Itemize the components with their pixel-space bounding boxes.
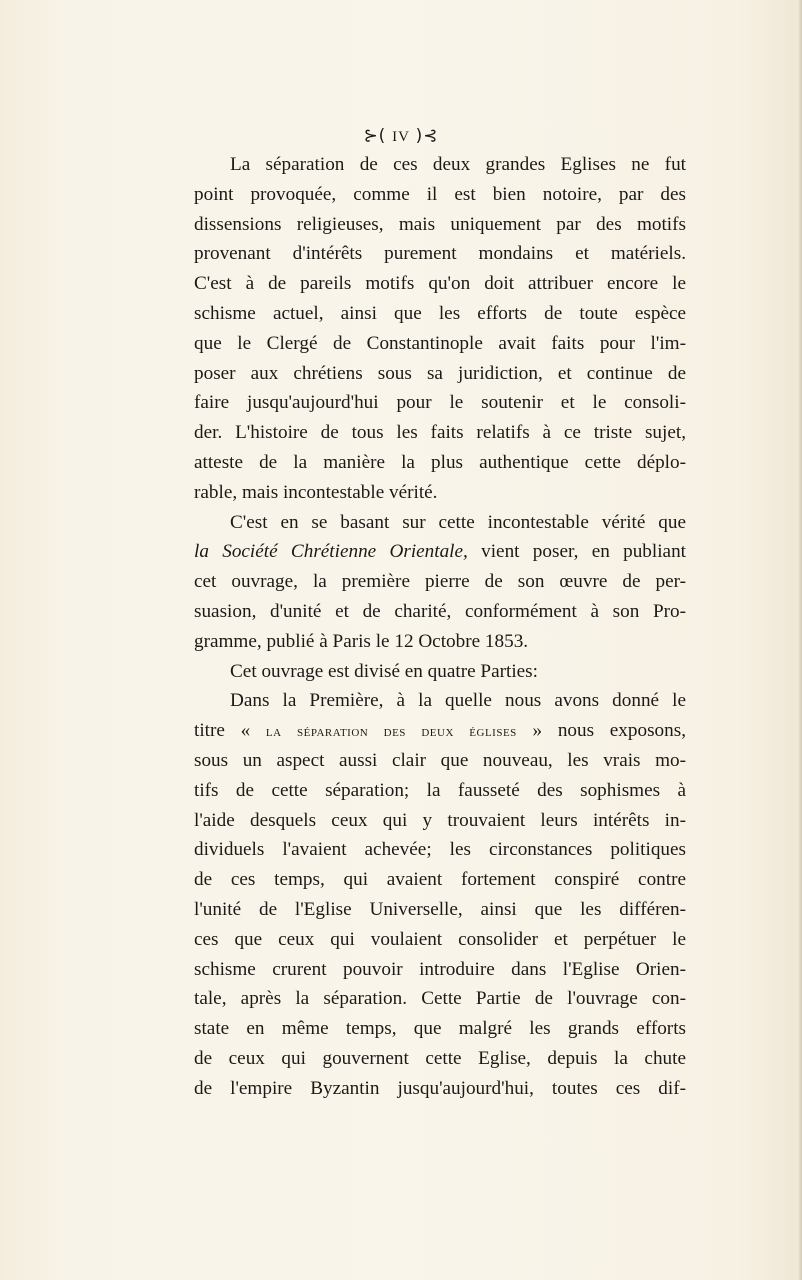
text-line: gramme, publié à Paris le 12 Octobre 1853. — [194, 630, 529, 652]
text-line: que le Clergé de Constantinople avait faits pour l'im- — [194, 332, 686, 354]
text-line: Cet ouvrage est divisé en quatre Parties: — [230, 660, 538, 682]
text-fragment: titre « — [194, 720, 266, 742]
text-line — [194, 716, 686, 746]
text-line: de ceux qui gouvernent cette Eglise, depuis la chute — [194, 1047, 686, 1069]
left-ornament: ⊱( — [363, 126, 387, 146]
text-line: l'aide desquels ceux qui y trouvaient leurs intérêts in- — [194, 809, 686, 831]
text-line: rable, mais incontestable vérité. — [194, 481, 438, 503]
text-line: l'unité de l'Eglise Universelle, ainsi que les différen- — [194, 898, 686, 920]
text-line: tifs de cette séparation; la fausseté des sophismes à — [194, 779, 686, 801]
text-line: cet ouvrage, la première pierre de son œuvre de per- — [194, 571, 686, 593]
text-line: faire jusqu'aujourd'hui pour le soutenir et le consoli- — [194, 392, 686, 414]
body-text — [194, 150, 686, 1104]
text-line: suasion, d'unité et de charité, conformément à son Pro- — [194, 600, 686, 622]
text-line: provenant d'intérêts purement mondains et matériels. — [194, 243, 686, 265]
text-line: dissensions religieuses, mais uniquement par des motifs — [194, 213, 686, 235]
text-line: de ces temps, qui avaient fortement conspiré contre — [194, 869, 686, 891]
text-line: der. L'histoire de tous les faits relatifs à ce triste sujet, — [194, 422, 686, 444]
text-line: sous un aspect aussi clair que nouveau, les vrais mo- — [194, 749, 686, 771]
text-line: point provoquée, comme il est bien notoire, par des — [194, 183, 686, 205]
text-line: poser aux chrétiens sous sa juridiction, et continue de — [194, 362, 686, 384]
text-line: schisme crurent pouvoir introduire dans l'Eglise Orien- — [194, 958, 686, 980]
text-line: tale, après la séparation. Cette Partie de l'ouvrage con- — [194, 988, 686, 1010]
text-line: Dans la Première, à la quelle nous avons donné le — [230, 690, 686, 712]
page-number: IV — [392, 129, 410, 145]
text-line: C'est en se basant sur cette incontestable vérité que — [230, 511, 686, 533]
text-line: atteste de la manière la plus authentique cette déplo- — [194, 451, 686, 473]
right-ornament: )⊰ — [415, 126, 439, 146]
page-edge — [798, 0, 802, 1280]
text-line: La séparation de ces deux grandes Eglises ne fut — [230, 154, 686, 175]
text-line: ces que ceux qui voulaient consolider et perpétuer le — [194, 928, 686, 950]
text-fragment: » nous exposons, — [516, 720, 686, 742]
text-line: C'est à de pareils motifs qu'on doit attribuer encore le — [194, 273, 686, 295]
page-header — [0, 122, 802, 151]
part-title: la séparation des deux églises — [265, 723, 517, 741]
text-line: state en même temps, que malgré les grands efforts — [194, 1018, 686, 1040]
text-line: schisme actuel, ainsi que les efforts de toute espèce — [194, 302, 686, 324]
text-fragment: vient poser, en publiant — [467, 541, 686, 563]
text-line: de l'empire Byzantin jusqu'aujourd'hui, toutes ces dif- — [194, 1077, 686, 1099]
text-line: dividuels l'avaient achevée; les circonstances politiques — [194, 839, 686, 861]
text-line — [194, 537, 686, 567]
society-name: la Société Chrétienne Orientale, — [194, 541, 468, 563]
